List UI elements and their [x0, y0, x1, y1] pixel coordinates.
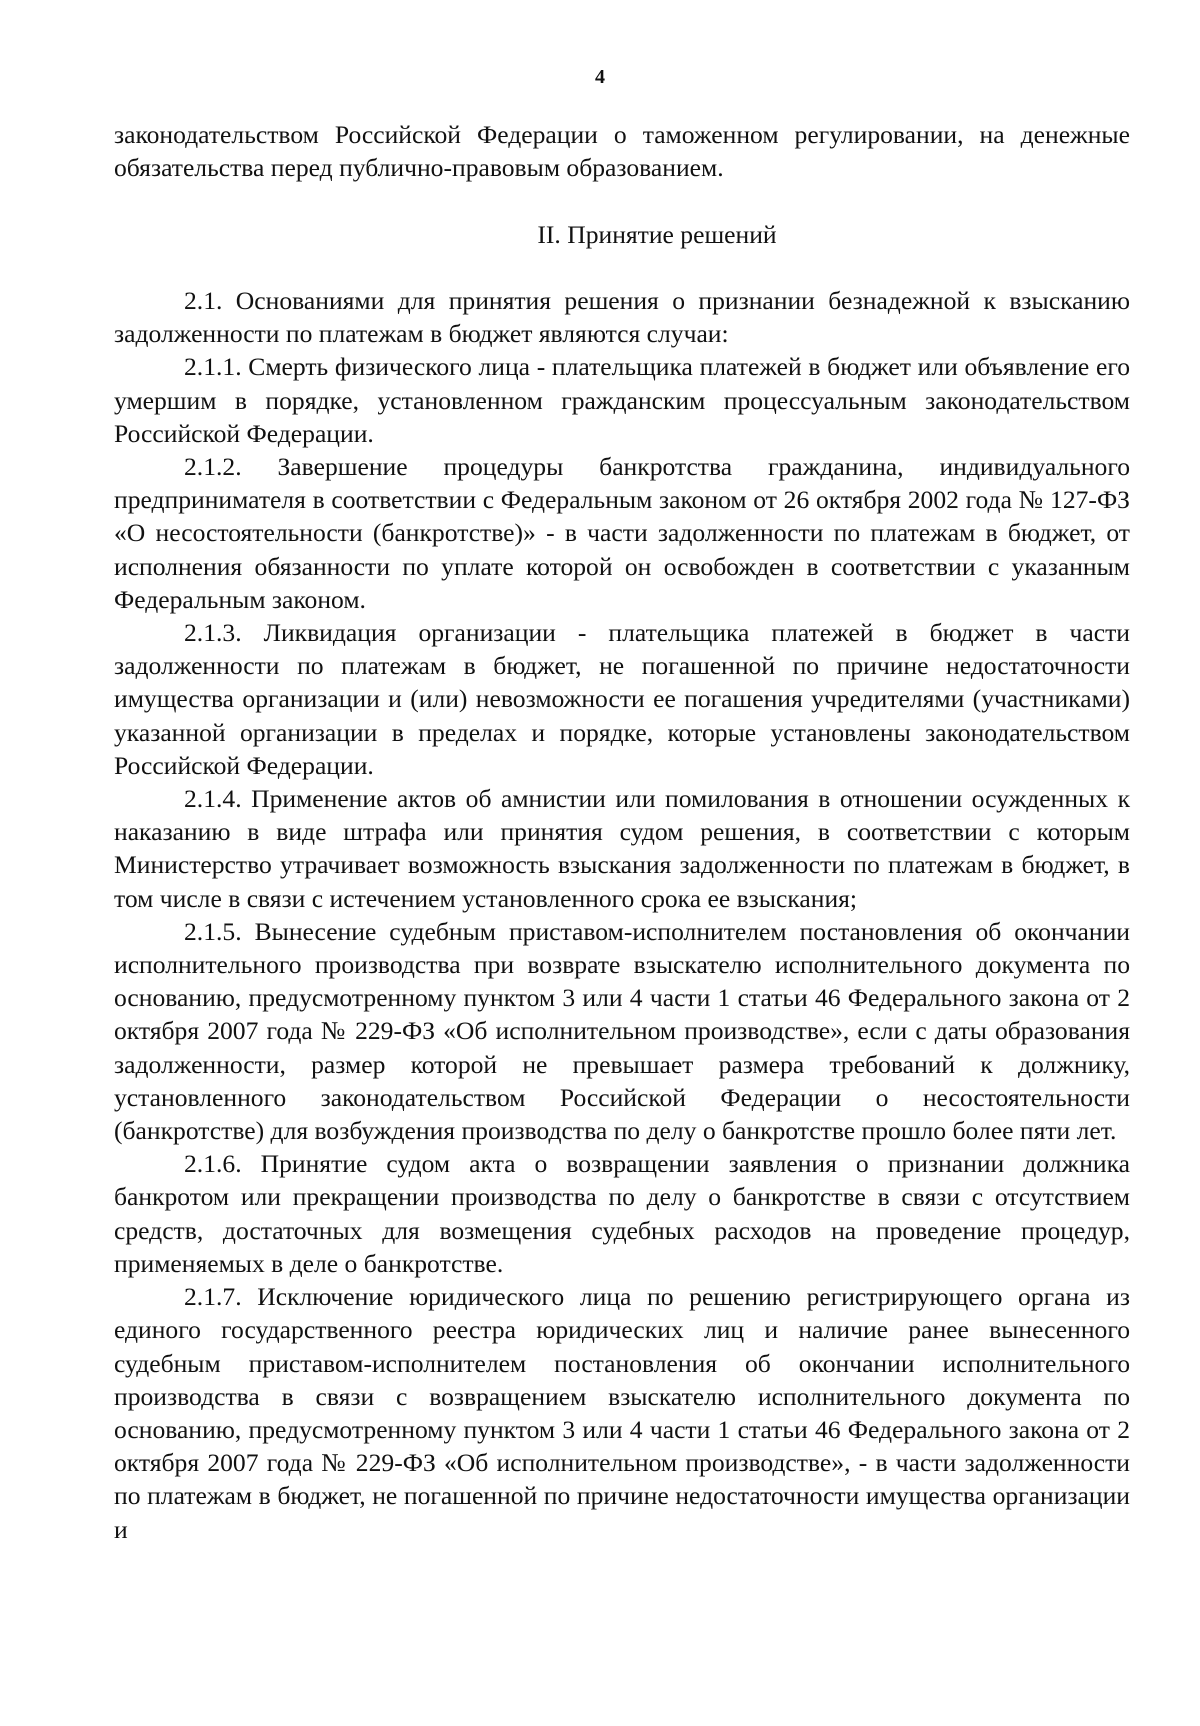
paragraph-2-1-7: 2.1.7. Исключение юридического лица по решению регистрирующего органа из единого государственного реестра юридических лиц и наличие ранее вынесенного судебным приставом-исполнителем постановления об окончании исполнительного производства в связи с возвращением взыскателю исполнительного документа по основанию, предусмотренному пунктом 3 или 4 части 1 статьи 46 Федерального закона от 2 октября 2007 года № 229-ФЗ «Об исполнительном производстве», - в части задолженности по платежам в бюджет, не погашенной по причине недостаточности имущества организации и: [114, 1282, 1130, 1544]
section-body: [114, 284, 1130, 1546]
intro-text-block: [114, 118, 1130, 184]
intro-paragraph: законодательством Российской Федерации о таможенном регулировании, на денежные обязательства перед публично-правовым образованием.: [114, 120, 1130, 183]
paragraph-2-1-5: 2.1.5. Вынесение судебным приставом-исполнителем постановления об окончании исполнительного производства при возврате взыскателю исполнительного документа по основанию, предусмотренному пунктом 3 или 4 части 1 статьи 46 Федерального закона от 2 октября 2007 года № 229-ФЗ «Об исполнительном производстве», если с даты образования задолженности, размер которой не превышает размера требований к должнику, установленного законодательством Российской Федерации о несостоятельности (банкротстве) для возбуждения производства по делу о банкротстве прошло более пяти лет.: [114, 916, 1130, 1146]
page-number: 4: [595, 66, 605, 88]
paragraph-2-1-2: 2.1.2. Завершение процедуры банкротства гражданина, индивидуального предпринимателя в соответствии с Федеральным законом от 26 октября 2002 года № 127-ФЗ «О несостоятельности (банкротстве)» - в части задолженности по платежам в бюджет, от исполнения обязанности по уплате которой он освобожден в соответствии с указанным Федеральным законом.: [114, 452, 1130, 614]
paragraph-2-1-6: 2.1.6. Принятие судом акта о возвращении заявления о признании должника банкротом или прекращении производства по делу о банкротстве в связи с отсутствием средств, достаточных для возмещения судебных расходов на проведение процедур, применяемых в деле о банкротстве.: [114, 1149, 1130, 1278]
paragraph-2-1-1: 2.1.1. Смерть физического лица - плательщика платежей в бюджет или объявление его умершим в порядке, установленном гражданским процессуальным законодательством Российской Федерации.: [114, 352, 1130, 448]
paragraph-2-1: 2.1. Основаниями для принятия решения о признании безнадежной к взысканию задолженности по платежам в бюджет являются случаи:: [114, 286, 1130, 349]
paragraph-2-1-4: 2.1.4. Применение актов об амнистии или помилования в отношении осужденных к наказанию в виде штрафа или принятия судом решения, в соответствии с которым Министерство утрачивает возможность взыскания задолженности по платежам в бюджет, в том числе в связи с истечением установленного срока ее взыскания;: [114, 784, 1130, 913]
paragraph-2-1-3: 2.1.3. Ликвидация организации - плательщика платежей в бюджет в части задолженности по платежам в бюджет, не погашенной по причине недостаточности имущества организации и (или) невозможности ее погашения учредителями (участниками) указанной организации в пределах и порядке, которые установлены законодательством Российской Федерации.: [114, 618, 1130, 780]
section-heading: II. Принятие решений: [537, 220, 777, 249]
